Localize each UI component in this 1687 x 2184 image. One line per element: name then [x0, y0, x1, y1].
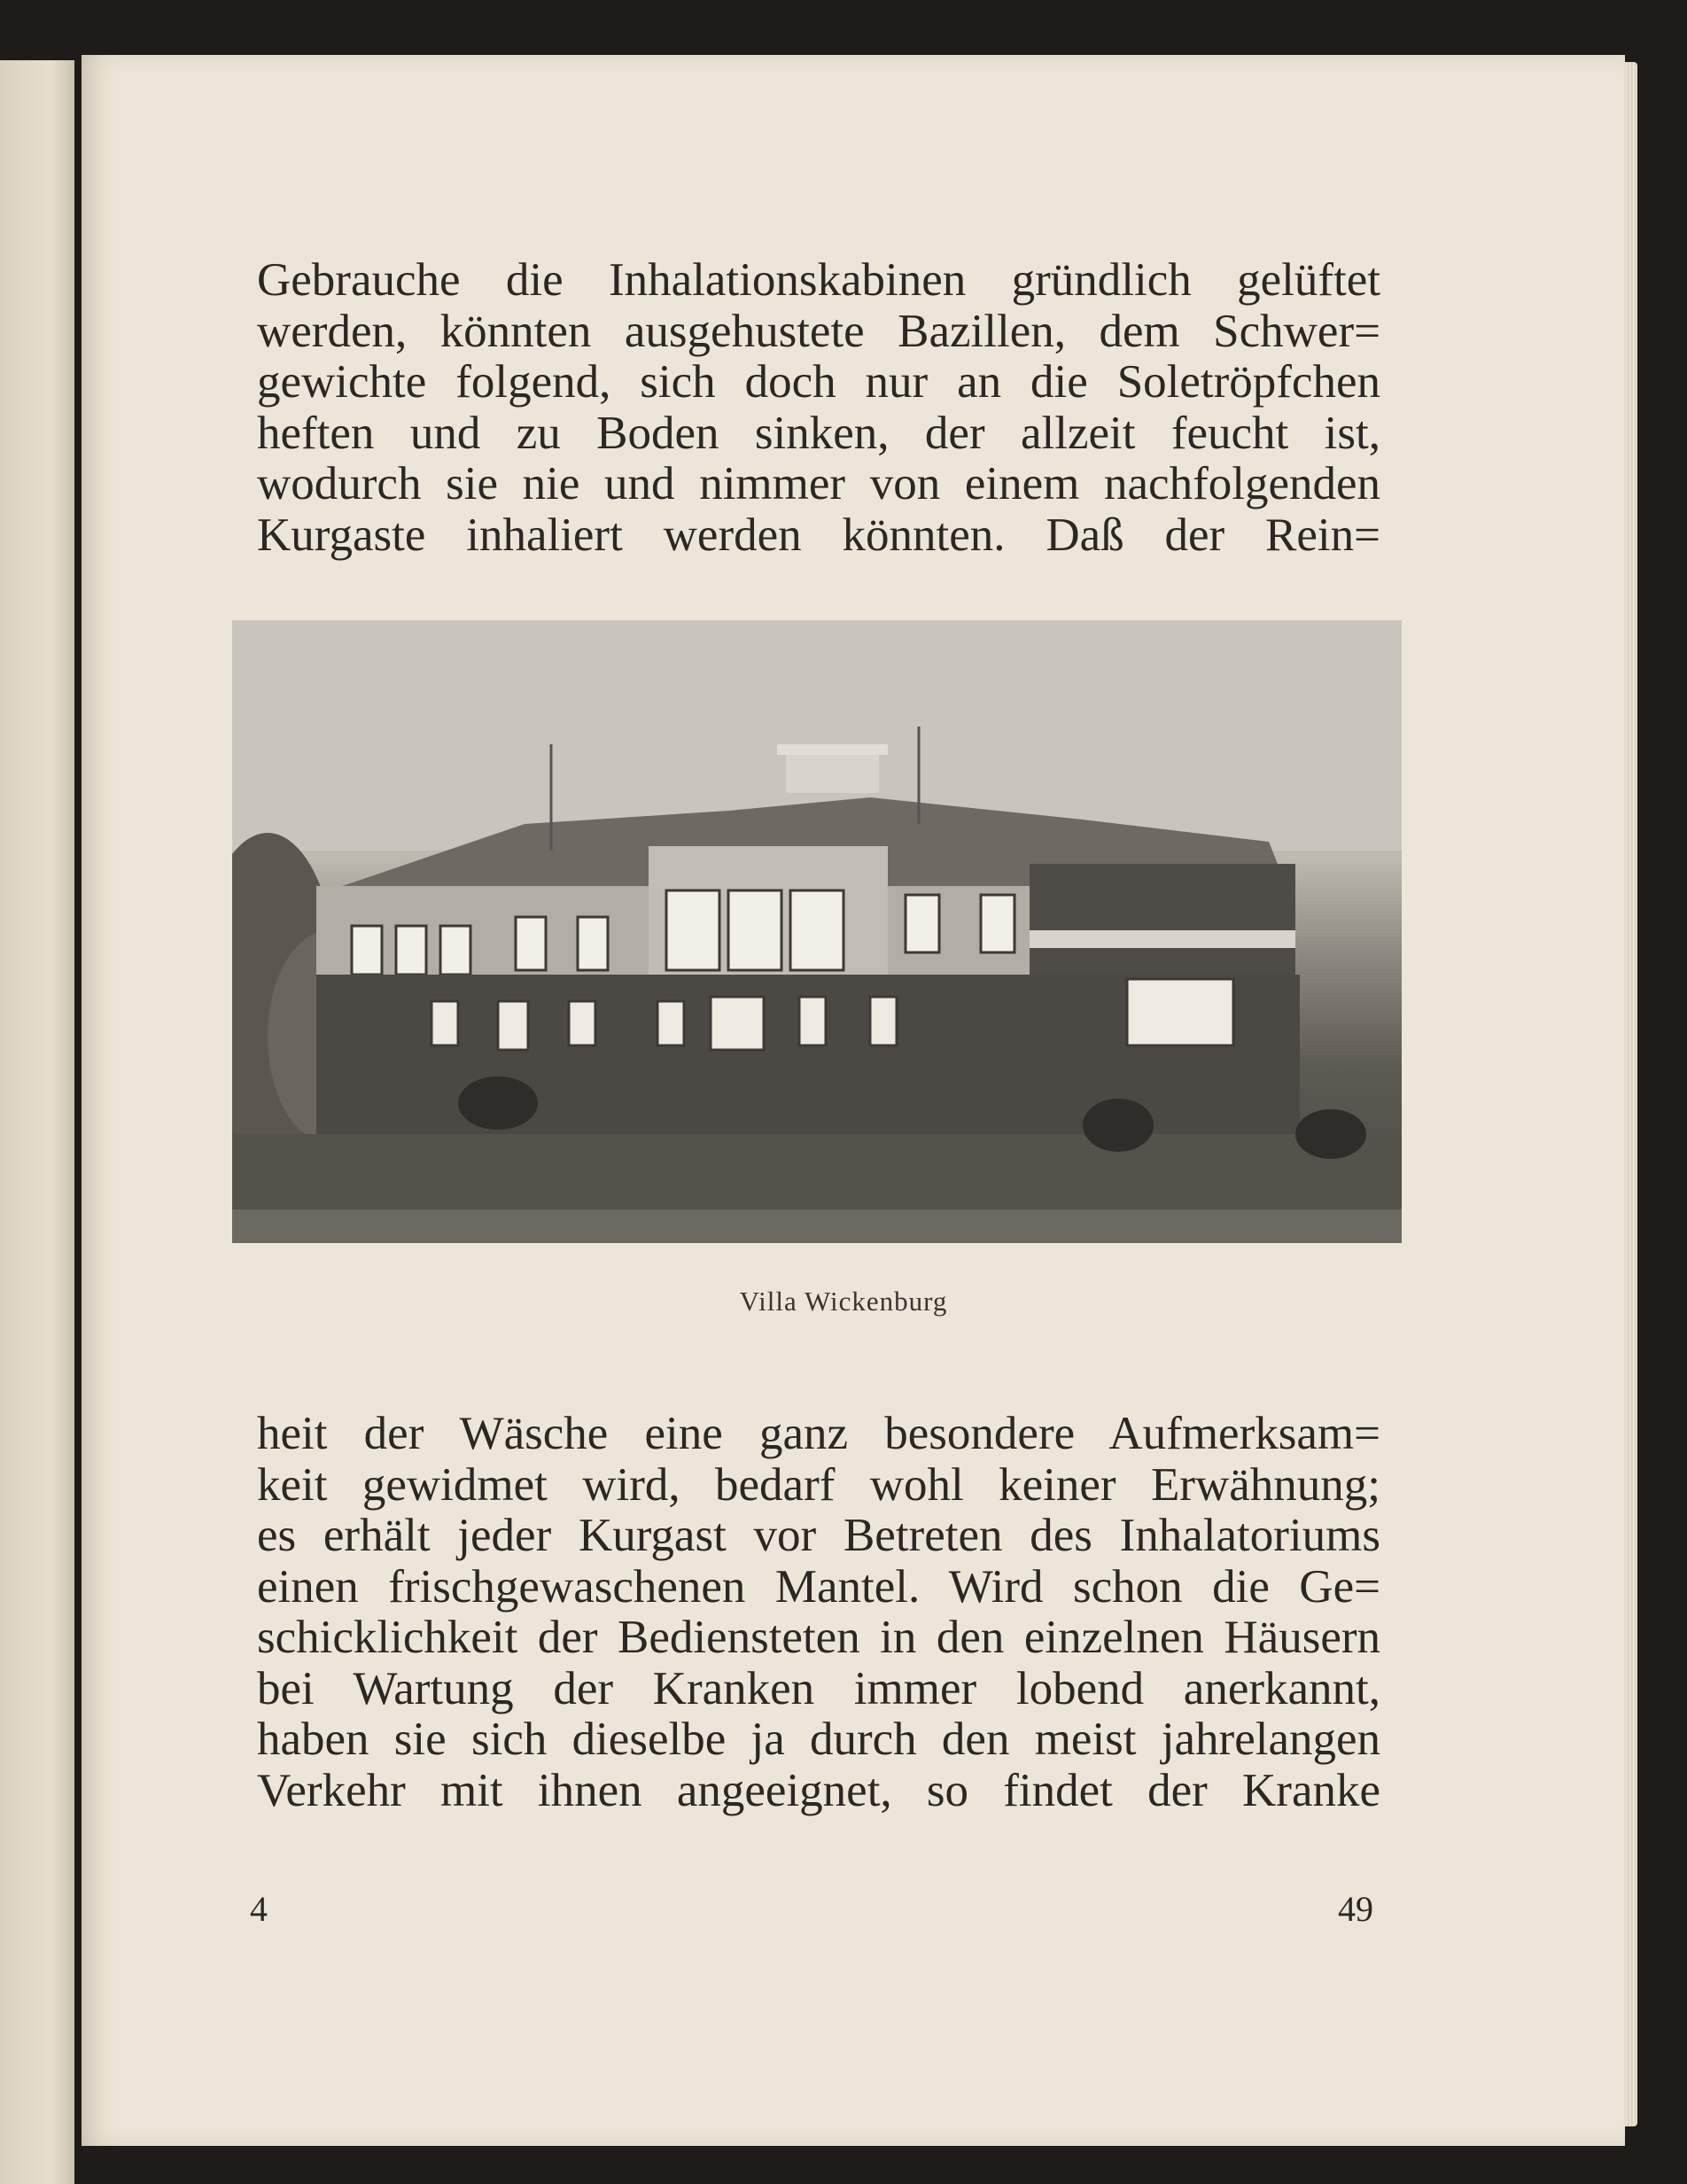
text-line: wodurch sie nie und nimmer von einem nachfolgenden [257, 458, 1380, 509]
left-page-edge [0, 60, 74, 2184]
paragraph-top [257, 255, 1380, 561]
signature-mark: 4 [250, 1889, 268, 1929]
text-line: werden, könnten ausgehustete Bazillen, dem Schwer= [257, 305, 1380, 357]
text-line: bei Wartung der Kranken immer lobend anerkannt, [257, 1662, 1380, 1714]
text-line: gewichte folgend, sich doch nur an die Soletröpfchen [257, 356, 1380, 408]
text-line: es erhält jeder Kurgast vor Betreten des Inhalatoriums [257, 1510, 1380, 1561]
villa-photograph [232, 620, 1402, 1243]
text-line: haben sie sich dieselbe ja durch den meist jahrelangen [257, 1714, 1380, 1765]
text-line: Gebrauche die Inhalationskabinen gründlich gelüftet [257, 254, 1380, 306]
text-line: einen frischgewaschenen Mantel. Wird schon die Ge= [257, 1560, 1380, 1613]
villa-illustration [232, 620, 1402, 1243]
page-number: 49 [1338, 1889, 1373, 1929]
text-line: schicklichkeit der Bediensteten in den einzelnen Häusern [257, 1612, 1380, 1663]
text-line: Kurgaste inhaliert werden könnten. Daß der Rein= [257, 509, 1380, 561]
paragraph-bottom [257, 1409, 1380, 1816]
text-line: keit gewidmet wird, bedarf wohl keiner Erwähnung; [257, 1458, 1380, 1511]
text-line: heften und zu Boden sinken, der allzeit feucht ist, [257, 407, 1380, 459]
photo-caption: Villa Wickenburg [739, 1286, 948, 1317]
text-line: Verkehr mit ihnen angeeignet, so findet der Kranke [257, 1764, 1380, 1816]
text-line: heit der Wäsche eine ganz besondere Aufmerksam= [257, 1408, 1380, 1459]
